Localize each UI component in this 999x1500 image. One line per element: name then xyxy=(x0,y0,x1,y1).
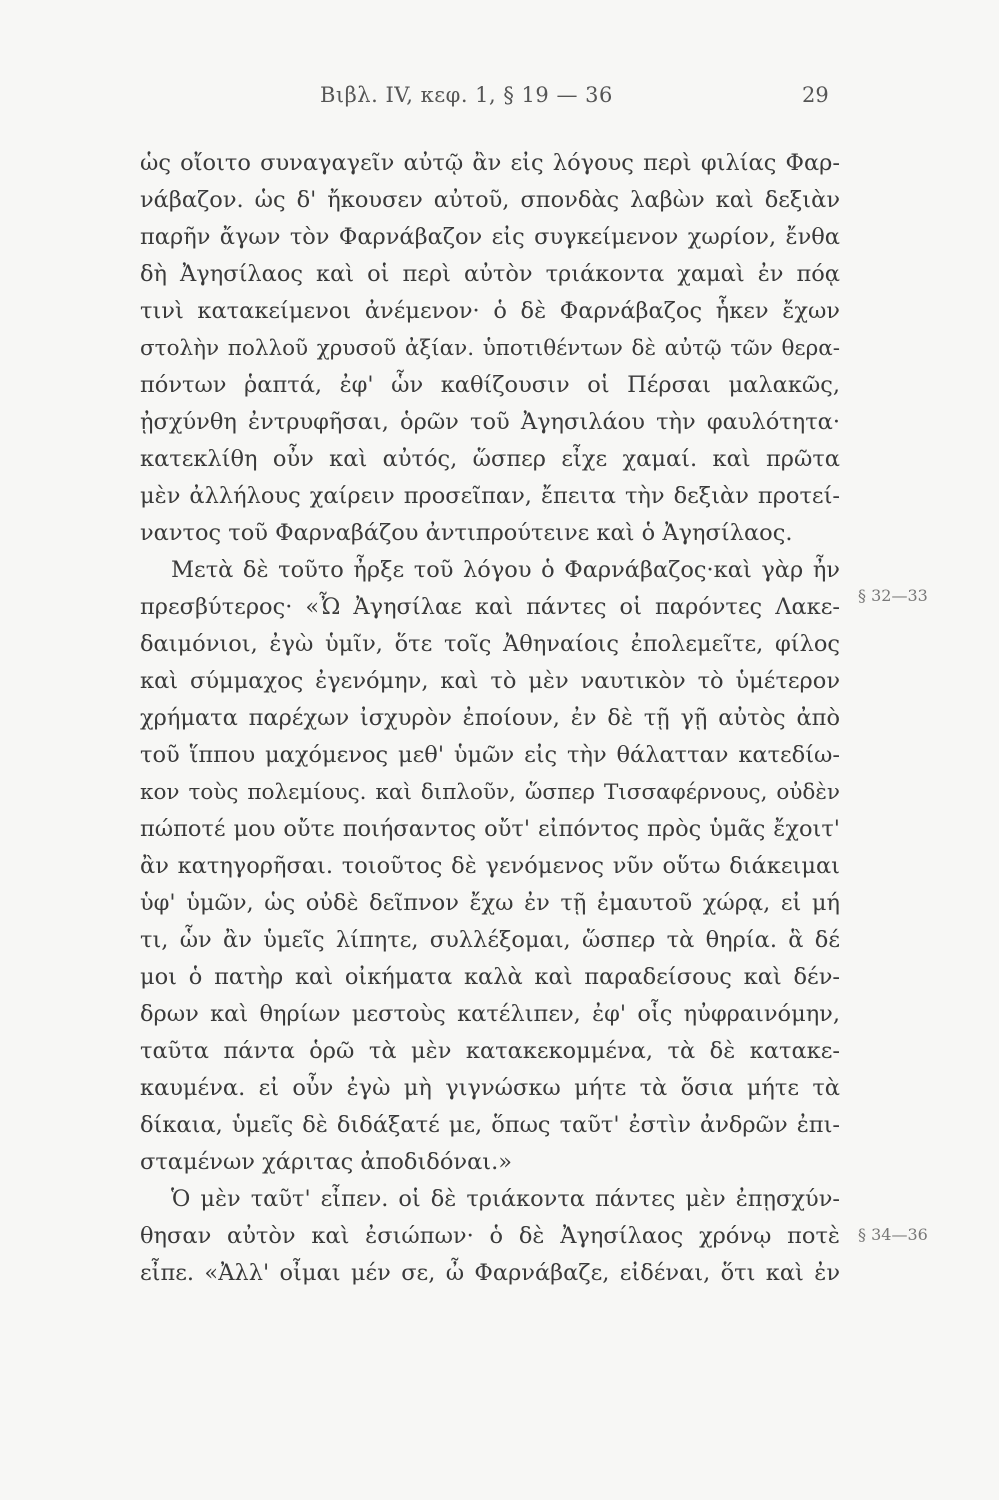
text-line: καυμένα. εἰ οὖν ἐγὼ μὴ γιγνώσκω μήτε τὰ ὅσια μήτε τὰ xyxy=(140,1075,840,1101)
text-line: δὴ Ἀγησίλαος καὶ οἱ περὶ αὐτὸν τριάκοντα χαμαὶ ἐν πόᾳ xyxy=(140,261,840,287)
text-line: δρων καὶ θηρίων μεστοὺς κατέλιπεν, ἐφ' οἷς ηὐφραινόμην, xyxy=(140,1001,840,1027)
paragraph-first-line: Μετὰ δὲ τοῦτο ἦρξε τοῦ λόγου ὁ Φαρνάβαζος·καὶ γὰρ ἦν xyxy=(171,557,840,583)
running-head: Βιβλ. IV, κεφ. 1, § 19 — 36 xyxy=(320,83,613,107)
text-line: ἂν κατηγορῆσαι. τοιοῦτος δὲ γενόμενος νῦν οὕτω διάκειμαι xyxy=(140,853,840,879)
text-line: μὲν ἀλλήλους χαίρειν προσεῖπαν, ἔπειτα τὴν δεξιὰν προτεί- xyxy=(140,483,840,509)
text-line: ναντος τοῦ Φαρναβάζου ἀντιπρούτεινε καὶ ὁ Ἀγησίλαος. xyxy=(140,520,793,546)
text-line: ὑφ' ὑμῶν, ὡς οὐδὲ δεῖπνον ἔχω ἐν τῇ ἐμαυτοῦ χώρᾳ, εἰ μή xyxy=(140,890,840,916)
text-line: δίκαια, ὑμεῖς δὲ διδάξατέ με, ὅπως ταῦτ' ἐστὶν ἀνδρῶν ἐπι- xyxy=(140,1112,840,1138)
text-line: καὶ σύμμαχος ἐγενόμην, καὶ τὸ μὲν ναυτικὸν τὸ ὑμέτερον xyxy=(140,668,840,694)
text-line: τοῦ ἵππου μαχόμενος μεθ' ὑμῶν εἰς τὴν θάλατταν κατεδίω- xyxy=(140,742,840,768)
text-line: σταμένων χάριτας ἀποδιδόναι.» xyxy=(140,1149,513,1175)
text-line: νάβαζον. ὡς δ' ἤκουσεν αὐτοῦ, σπονδὰς λαβὼν καὶ δεξιὰν xyxy=(140,187,840,213)
text-line: θησαν αὐτὸν καὶ ἐσιώπων· ὁ δὲ Ἀγησίλαος χρόνῳ ποτὲ xyxy=(140,1223,840,1249)
text-line: κατεκλίθη οὖν καὶ αὐτός, ὥσπερ εἶχε χαμαί. καὶ πρῶτα xyxy=(140,446,840,472)
text-line: τινὶ κατακείμενοι ἀνέμενον· ὁ δὲ Φαρνάβαζος ἧκεν ἔχων xyxy=(140,298,840,324)
text-line: ταῦτα πάντα ὁρῶ τὰ μὲν κατακεκομμένα, τὰ δὲ κατακε- xyxy=(140,1038,840,1064)
text-line: δαιμόνιοι, ἐγὼ ὑμῖν, ὅτε τοῖς Ἀθηναίοις ἐπολεμεῖτε, φίλος xyxy=(140,631,840,657)
text-line: ᾐσχύνθη ἐντρυφῆσαι, ὁρῶν τοῦ Ἀγησιλάου τὴν φαυλότητα· xyxy=(140,409,840,435)
margin-section-note: § 32—33 xyxy=(858,586,928,605)
text-line: μοι ὁ πατὴρ καὶ οἰκήματα καλὰ καὶ παραδείσους καὶ δέν- xyxy=(140,964,840,990)
text-line: παρῆν ἄγων τὸν Φαρνάβαζον εἰς συγκείμενον χωρίον, ἔνθα xyxy=(140,224,840,250)
text-line: στολὴν πολλοῦ χρυσοῦ ἀξίαν. ὑποτιθέντων δὲ αὐτῷ τῶν θερα- xyxy=(140,336,840,361)
margin-section-note: § 34—36 xyxy=(858,1225,928,1244)
text-line: τι, ὧν ἂν ὑμεῖς λίπητε, συλλέξομαι, ὥσπερ τὰ θηρία. ἃ δέ xyxy=(140,927,840,953)
text-line: εἶπε. «Ἀλλ' οἶμαι μέν σε, ὦ Φαρνάβαζε, εἰδέναι, ὅτι καὶ ἐν xyxy=(140,1260,840,1286)
text-line: χρήματα παρέχων ἰσχυρὸν ἐποίουν, ἐν δὲ τῇ γῇ αὐτὸς ἀπὸ xyxy=(140,705,840,731)
text-line: πώποτέ μου οὔτε ποιήσαντος οὔτ' εἰπόντος πρὸς ὑμᾶς ἔχοιτ' xyxy=(140,816,840,842)
text-line: κον τοὺς πολεμίους. καὶ διπλοῦν, ὥσπερ Τισσαφέρνους, οὐδὲν xyxy=(140,780,840,805)
paragraph-first-line: Ὁ μὲν ταῦτ' εἶπεν. οἱ δὲ τριάκοντα πάντες μὲν ἐπῃσχύν- xyxy=(171,1186,840,1212)
body-text xyxy=(140,145,840,1292)
text-line: πρεσβύτερος· «Ὦ Ἀγησίλαε καὶ πάντες οἱ παρόντες Λακε- xyxy=(140,594,840,620)
text-line: ὡς οἴοιτο συναγαγεῖν αὐτῷ ἂν εἰς λόγους περὶ φιλίας Φαρ- xyxy=(140,150,840,176)
text-line: πόντων ῥαπτά, ἐφ' ὧν καθίζουσιν οἱ Πέρσαι μαλακῶς, xyxy=(140,372,840,398)
page-number: 29 xyxy=(802,83,829,107)
